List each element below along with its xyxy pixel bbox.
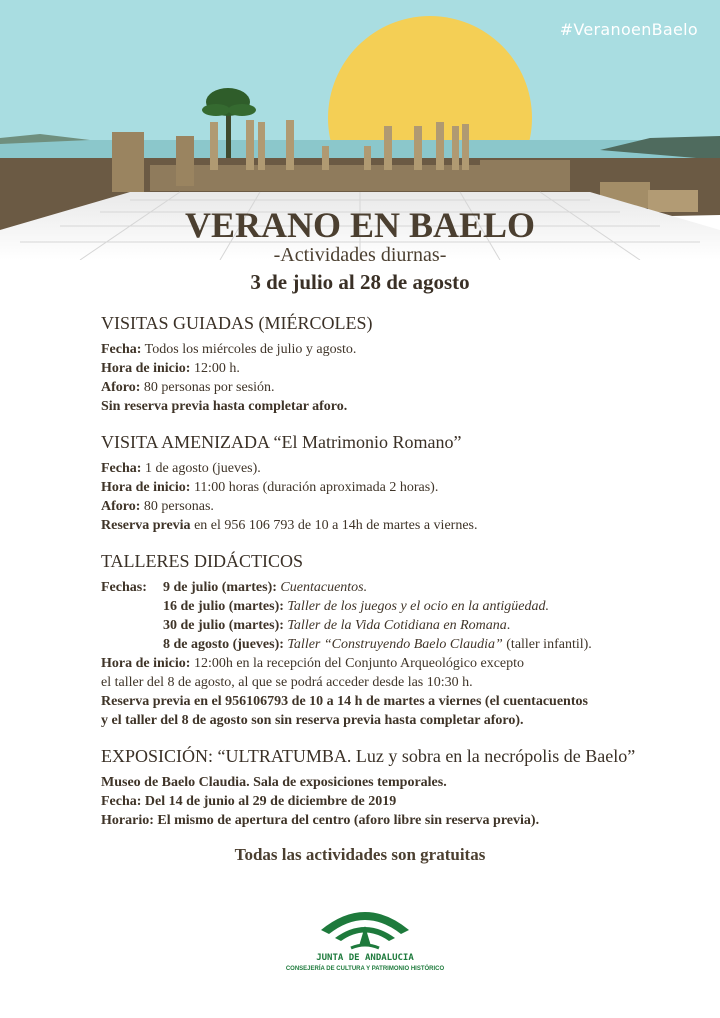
visitas-aforo: Aforo: 80 personas por sesión. — [101, 380, 275, 395]
talleres-hora-cont: el taller del 8 de agosto, al que se podrá acceder desde las 10:30 h. — [101, 675, 473, 690]
visitas-fecha: Fecha: Todos los miércoles de julio y agosto. — [101, 342, 357, 357]
talleres-reserva-cont: y el taller del 8 de agosto son sin reserva previa hasta completar aforo). — [101, 713, 524, 728]
section-visita-amenizada — [101, 431, 701, 535]
talleres-hora: Hora de inicio: 12:00h en la recepción del Conjunto Arqueológico excepto — [101, 656, 525, 671]
free-activities-note: Todas las actividades son gratuitas — [234, 845, 486, 864]
junta-andalucia-emblem-icon — [285, 900, 445, 952]
junta-andalucia-logo — [285, 900, 445, 990]
taller-item: Fechas: 9 de julio (martes): Cuentacuentos. — [101, 580, 368, 595]
taller-item: 30 de julio (martes): Taller de la Vida Cotidiana en Romana. — [163, 618, 511, 633]
section-exposicion — [101, 745, 701, 830]
logo-name: JUNTA DE ANDALUCIA — [316, 953, 414, 963]
section-heading: EXPOSICIÓN: “ULTRATUMBA. Luz y sobra en la necrópolis de Baelo” — [101, 746, 636, 766]
amenizada-aforo: Aforo: 80 personas. — [101, 499, 214, 514]
page-subtitle: -Actividades diurnas- — [273, 244, 447, 266]
amenizada-hora: Hora de inicio: 11:00 horas (duración aproximada 2 horas). — [101, 480, 439, 495]
section-heading: VISITAS GUIADAS (MIÉRCOLES) — [101, 313, 373, 333]
talleres-reserva: Reserva previa en el 956106793 de 10 a 14 h de martes a viernes (el cuentacuentos — [101, 694, 588, 709]
taller-item: 8 de agosto (jueves): Taller “Construyendo Baelo Claudia” (taller infantil). — [163, 637, 592, 652]
amenizada-fecha: Fecha: 1 de agosto (jueves). — [101, 461, 261, 476]
exposicion-horario: Horario: El mismo de apertura del centro (aforo libre sin reserva previa). — [101, 813, 540, 828]
hashtag: #VeranoenBaelo — [559, 20, 698, 39]
amenizada-reserva: Reserva previa en el 956 106 793 de 10 a 14h de martes a viernes. — [101, 518, 478, 533]
visitas-hora: Hora de inicio: 12:00 h. — [101, 361, 240, 376]
section-visitas-guiadas — [101, 312, 701, 416]
date-range: 3 de julio al 28 de agosto — [250, 270, 470, 294]
visitas-note: Sin reserva previa hasta completar aforo. — [101, 399, 348, 414]
exposicion-lugar: Museo de Baelo Claudia. Sala de exposiciones temporales. — [101, 775, 447, 790]
section-heading: TALLERES DIDÁCTICOS — [101, 551, 304, 571]
exposicion-fecha: Fecha: Del 14 de junio al 29 de diciembre de 2019 — [101, 794, 397, 809]
page-title: VERANO EN BAELO — [184, 205, 536, 245]
section-heading: VISITA AMENIZADA “El Matrimonio Romano” — [101, 432, 462, 452]
activities-content — [101, 312, 701, 845]
logo-subtitle: CONSEJERÍA DE CULTURA Y PATRIMONIO HISTÓRICO — [285, 966, 445, 972]
section-talleres — [101, 550, 701, 730]
taller-item: 16 de julio (martes): Taller de los juegos y el ocio en la antigüedad. — [163, 599, 549, 614]
